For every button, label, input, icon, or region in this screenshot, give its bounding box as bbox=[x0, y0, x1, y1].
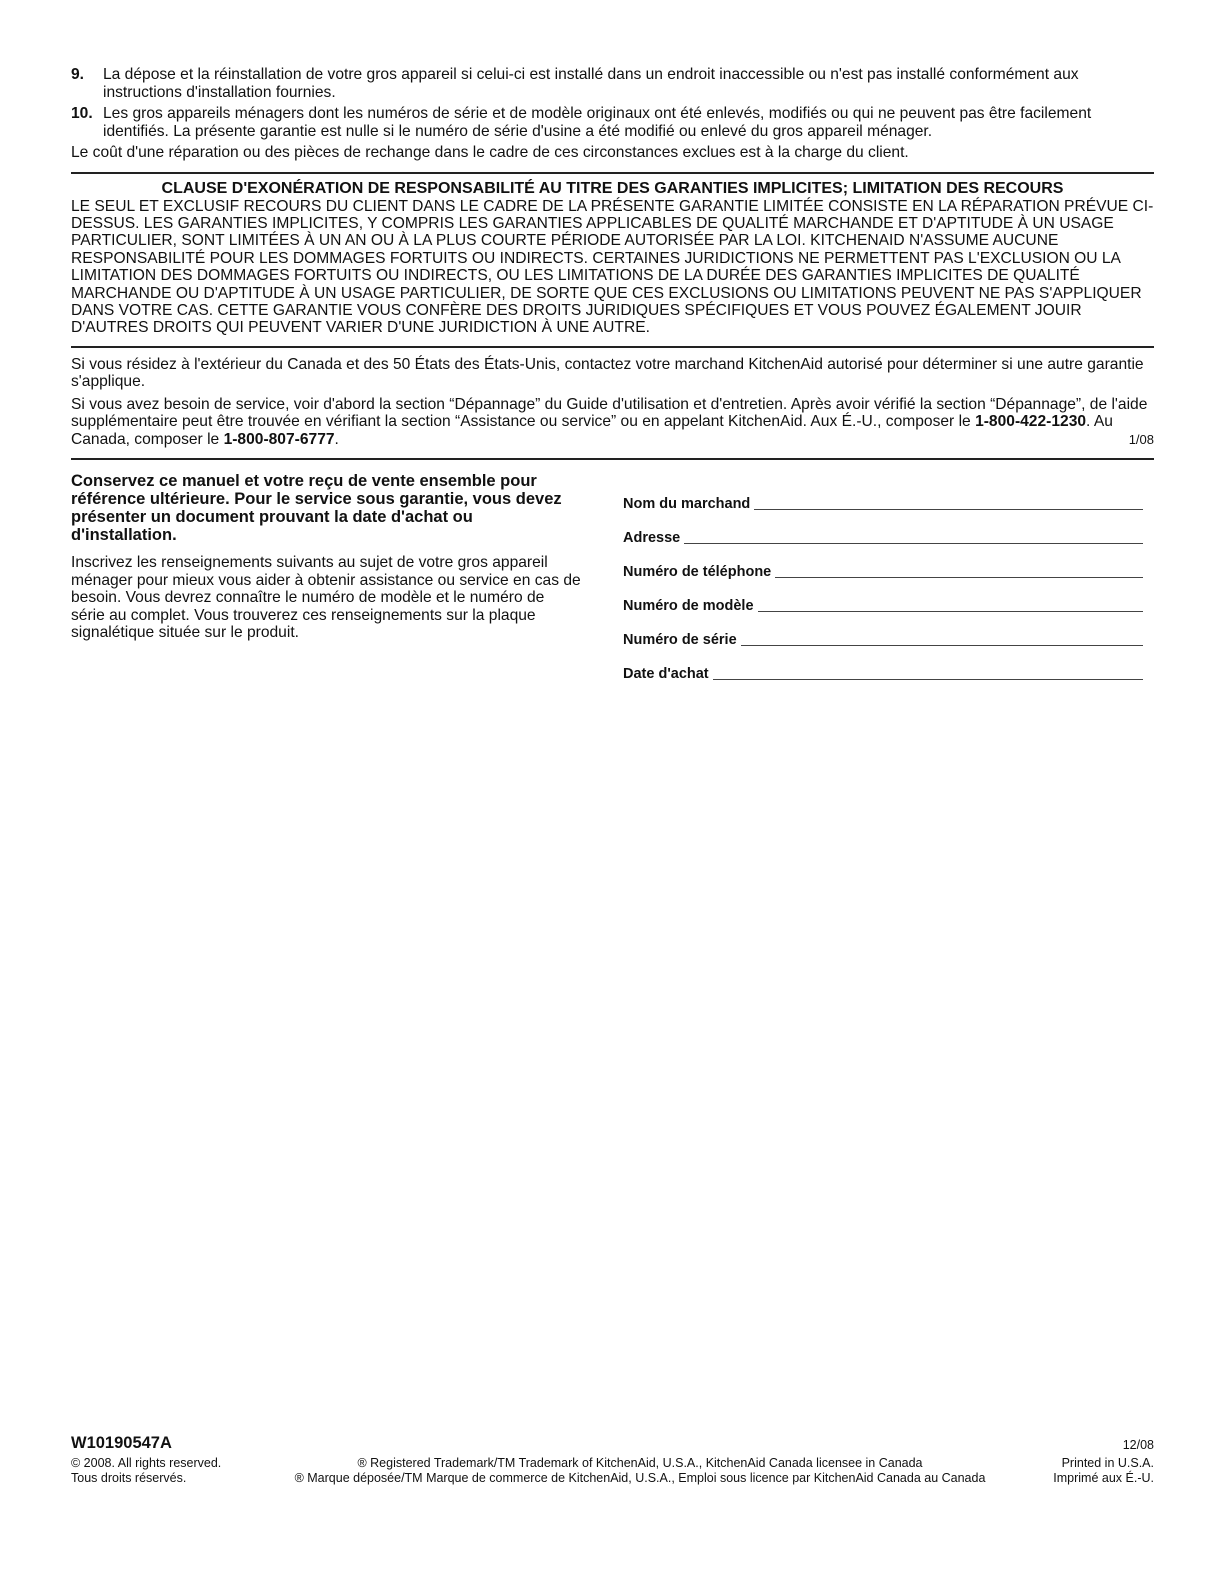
keep-records-column bbox=[71, 472, 581, 683]
warranty-page bbox=[71, 66, 1154, 683]
item-number: 10. bbox=[71, 105, 93, 122]
list-item bbox=[71, 105, 1154, 140]
revision-code: 1/08 bbox=[1128, 431, 1154, 447]
printed-text: Printed in U.S.A. bbox=[1061, 1456, 1154, 1470]
field-label: Date d'achat bbox=[623, 666, 709, 683]
phone-number-field bbox=[623, 547, 1143, 581]
purchase-date-field bbox=[623, 649, 1143, 683]
item-number: 9. bbox=[71, 66, 85, 83]
divider bbox=[71, 346, 1154, 348]
fill-in-line[interactable] bbox=[775, 563, 1143, 578]
disclaimer-body: LE SEUL ET EXCLUSIF RECOURS DU CLIENT DANS LE CADRE DE LA PRÉSENTE GARANTIE LIMITÉE CONSISTE EN LA RÉPARATION PRÉVUE CI-DESSUS. LES GARANTIES IMPLICITES, Y COMPRIS LES GARANTIES APPLICABLES DE QUALITÉ MARCHANDE ET D'APTITUDE À UN USAGE PARTICULIER, SONT LIMITÉES À UN AN OU À LA PLUS COURTE PÉRIODE AUTORISÉE PAR LA LOI. KITCHENAID N'ASSUME AUCUNE RESPONSABILITÉ POUR LES DOMMAGES FORTUITS OU INDIRECTS. CERTAINES JURIDICTIONS NE PERMETTENT PAS L'EXCLUSION OU LA LIMITATION DES DOMMAGES FORTUITS OU INDIRECTS, OU LES LIMITATIONS DE LA DURÉE DES GARANTIES IMPLICITES DE QUALITÉ MARCHANDE OU D'APTITUDE À UN USAGE PARTICULIER, DE SORTE QUE CES EXCLUSIONS OU LIMITATIONS PEUVENT NE PAS S'APPLIQUER DANS VOTRE CAS. CETTE GARANTIE VOUS CONFÈRE DES DROITS JURIDIQUES SPÉCIFIQUES ET VOUS POUVEZ ÉGALEMENT JOUIR D'AUTRES DROITS QUI PEUVENT VARIER D'UNE JURIDICTION À UNE AUTRE. bbox=[71, 197, 1154, 337]
records-section bbox=[71, 472, 1154, 683]
exclusions-list bbox=[71, 66, 1154, 140]
outside-canada-paragraph: Si vous résidez à l'extérieur du Canada et des 50 États des États-Unis, contactez votre marchand KitchenAid autorisé pour déterminer si une autre garantie s'applique. bbox=[71, 355, 1144, 391]
divider bbox=[71, 172, 1154, 174]
fill-in-line[interactable] bbox=[758, 597, 1143, 612]
service-text: Si vous avez besoin de service, voir d'abord la section “Dépannage” du Guide d'utilisation et d'entretien. Après avoir vérifié la section “Dépannage”, de l'aide supplémentaire peut être trouvée en vérifiant la section “Assistance ou service” ou en appelant KitchenAid. Aux É.-U., composer le bbox=[71, 395, 1148, 431]
printed-text-fr: Imprimé aux É.-U. bbox=[1053, 1471, 1154, 1485]
keep-records-body: Inscrivez les renseignements suivants au sujet de votre gros appareil ménager pour mieux vous aider à obtenir assistance ou service en cas de besoin. Vous devrez connaître le numéro de modèle et le numéro de série au complet. Vous trouverez ces renseignements sur la plaque signalétique située sur le produit. bbox=[71, 554, 581, 642]
field-label: Numéro de téléphone bbox=[623, 564, 772, 581]
divider bbox=[71, 458, 1154, 460]
disclaimer-section bbox=[71, 180, 1154, 337]
dealer-name-field bbox=[623, 479, 1143, 513]
footer-date: 12/08 bbox=[1122, 1438, 1154, 1452]
item-text: Les gros appareils ménagers dont les numéros de série et de modèle originaux ont été enlevés, modifiés ou qui ne peuvent pas être facilement identifiés. La présente garantie est nulle si le numéro de série d'usine a été modifié ou enlevé du gros appareil ménager. bbox=[103, 105, 1092, 140]
fill-in-line[interactable] bbox=[754, 495, 1143, 510]
disclaimer-title: CLAUSE D'EXONÉRATION DE RESPONSABILITÉ AU TITRE DES GARANTIES IMPLICITES; LIMITATION DES RECOURS bbox=[161, 179, 1064, 197]
fill-in-line[interactable] bbox=[684, 529, 1143, 544]
field-label: Numéro de série bbox=[623, 632, 737, 649]
address-field bbox=[623, 513, 1143, 547]
model-number-field bbox=[623, 581, 1143, 615]
phone-us: 1-800-422-1230 bbox=[975, 413, 1087, 431]
trademark-text: ® Registered Trademark/TM Trademark of KitchenAid, U.S.A., KitchenAid Canada licensee in Canada bbox=[357, 1456, 923, 1470]
list-item bbox=[71, 66, 1154, 101]
document-number: W10190547A bbox=[71, 1434, 172, 1452]
phone-canada: 1-800-807-6777 bbox=[223, 430, 335, 448]
service-text-end: . bbox=[334, 430, 339, 448]
trademark-text-fr: ® Marque déposée/TM Marque de commerce de KitchenAid, U.S.A., Emploi sous licence par KitchenAid Canada au Canada bbox=[294, 1471, 986, 1485]
service-text-middle: . Au Canada, composer le bbox=[71, 413, 1113, 448]
field-label: Adresse bbox=[623, 530, 681, 547]
footer-row-french bbox=[71, 1471, 1154, 1486]
field-label: Numéro de modèle bbox=[623, 598, 754, 615]
copyright-text: © 2008. All rights reserved. bbox=[71, 1456, 222, 1470]
fill-in-line[interactable] bbox=[741, 631, 1143, 646]
records-form bbox=[623, 472, 1143, 683]
page-footer bbox=[71, 1434, 1154, 1486]
footer-row-english bbox=[71, 1456, 1154, 1471]
copyright-text-fr: Tous droits réservés. bbox=[71, 1471, 187, 1485]
serial-number-field bbox=[623, 615, 1143, 649]
keep-records-title: Conservez ce manuel et votre reçu de vente ensemble pour référence ultérieure. Pour le service sous garantie, vous devez présenter un document prouvant la date d'achat ou d'installation. bbox=[71, 472, 562, 545]
fill-in-line[interactable] bbox=[713, 665, 1143, 680]
service-paragraph bbox=[71, 396, 1154, 449]
item-text: La dépose et la réinstallation de votre gros appareil si celui-ci est installé dans un endroit inaccessible ou n'est pas installé conformément aux instructions d'installation fournies. bbox=[103, 66, 1079, 101]
field-label: Nom du marchand bbox=[623, 496, 751, 513]
cost-paragraph: Le coût d'une réparation ou des pièces de rechange dans le cadre de ces circonstances exclues est à la charge du client. bbox=[71, 144, 909, 161]
